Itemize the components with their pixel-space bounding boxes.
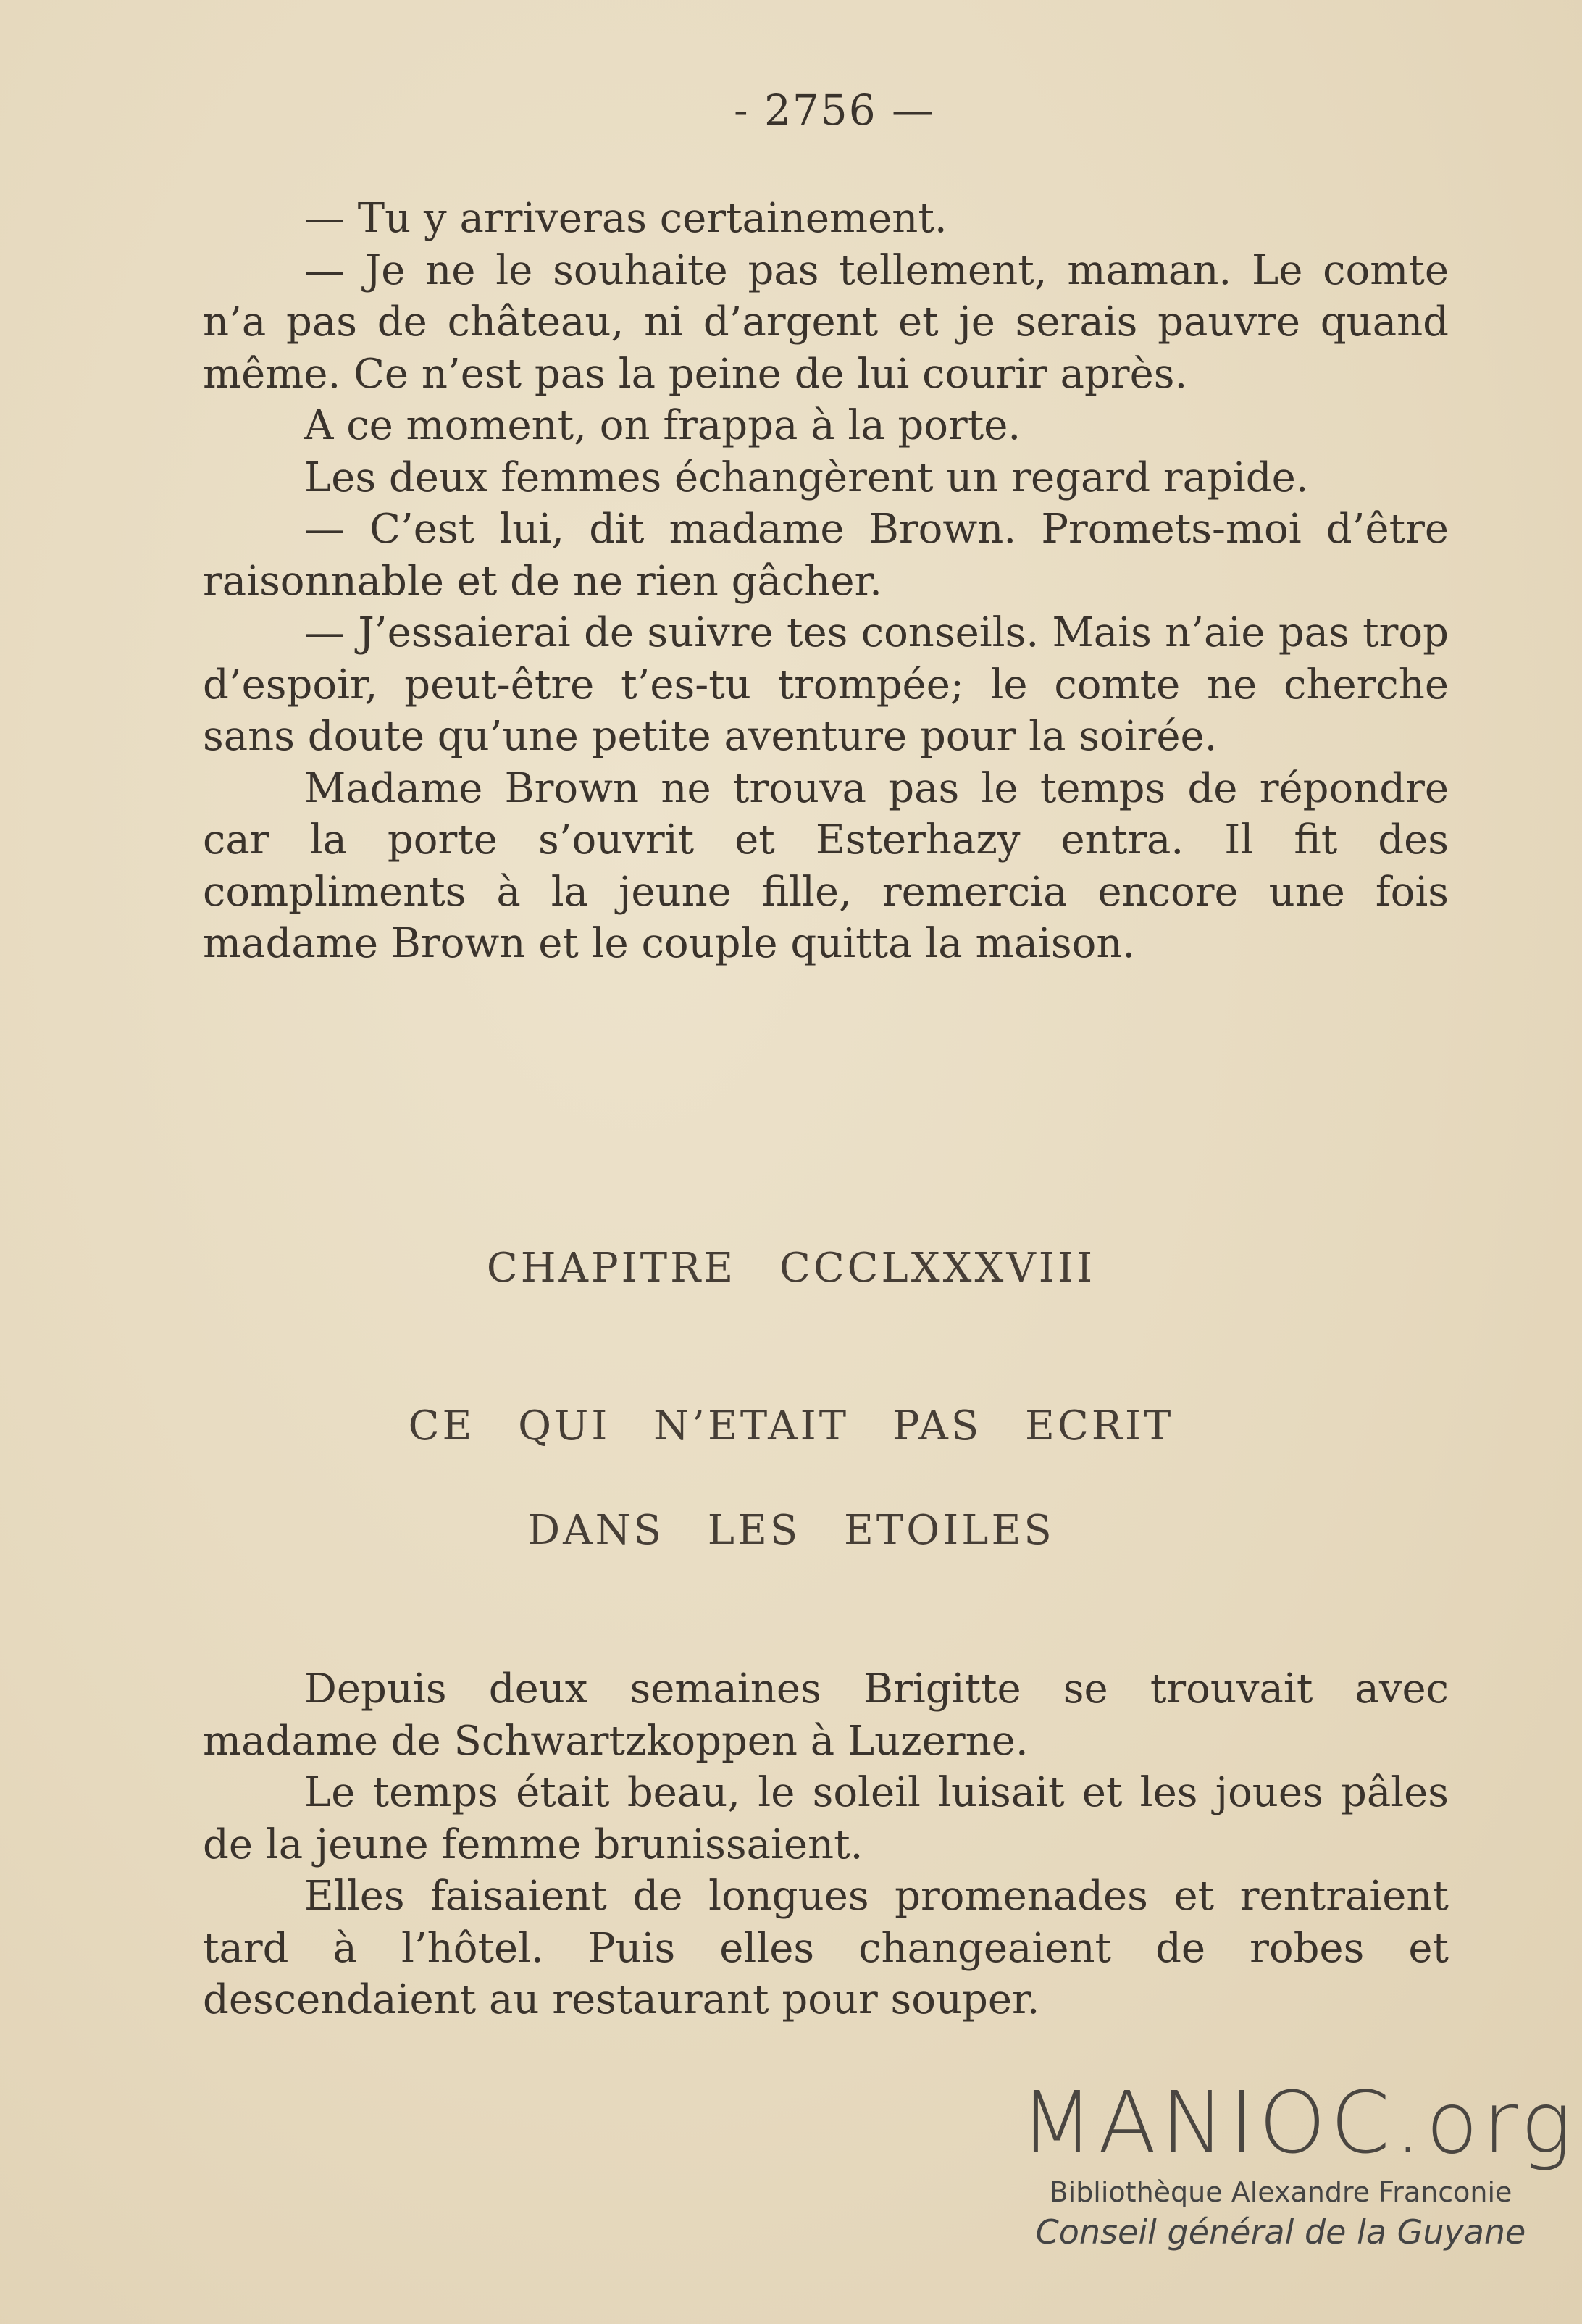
library-name: Bibliothèque Alexandre Franconie: [1049, 2176, 1512, 2208]
paragraph: Madame Brown ne trouva pas le temps de répondre car la porte s’ouvrit et Esterhazy entra. Il fit des compliments à la jeune fille, remercia encore une fois madame Brown et le couple quitta la maison.: [203, 764, 1449, 967]
paragraph: — Tu y arriveras certainement.: [304, 195, 947, 242]
paragraph: Le temps était beau, le soleil luisait et les joues pâles de la jeune femme brunissaient.: [203, 1769, 1449, 1868]
page-number: [0, 85, 1582, 135]
chapter-title-line1: CE QUI N’ETAIT PAS ECRIT: [408, 1403, 1174, 1450]
paragraph: Les deux femmes échangèrent un regard rapide.: [304, 453, 1309, 501]
chapter-number: CHAPITRE CCCLXXXVIII: [486, 1245, 1096, 1292]
paragraph: Elles faisaient de longues promenades et rentraient tard à l’hôtel. Puis elles changeaient de robes et descendaient au restaurant pour souper.: [203, 1873, 1449, 2023]
chapter-title-line2: DANS LES ETOILES: [527, 1507, 1055, 1554]
paragraph: — C’est lui, dit madame Brown. Promets-moi d’être raisonnable et de ne rien gâcher.: [203, 506, 1449, 605]
bottom-text-block: [203, 1663, 1449, 2026]
paragraph: — Je ne le souhaite pas tellement, maman. Le comte n’a pas de château, ni d’argent et je serais pauvre quand même. Ce n’est pas la peine de lui courir après.: [203, 246, 1449, 398]
paragraph: Depuis deux semaines Brigitte se trouvait avec madame de Schwartzkoppen à Luzerne.: [203, 1665, 1449, 1765]
manioc-watermark: [1020, 2073, 1576, 2252]
top-text-block: [203, 193, 1449, 970]
council-name: Conseil général de la Guyane: [1035, 2212, 1526, 2252]
paragraph: A ce moment, on frappa à la porte.: [304, 402, 1021, 449]
page-number-text: - 2756 —: [733, 85, 936, 135]
paragraph: — J’essaierai de suivre tes conseils. Mais n’aie pas trop d’espoir, peut-être t’es-tu trompée; le comte ne cherche sans doute qu’une petite aventure pour la soirée.: [203, 609, 1449, 760]
manioc-logo: MANIOC.org: [1020, 2073, 1576, 2173]
